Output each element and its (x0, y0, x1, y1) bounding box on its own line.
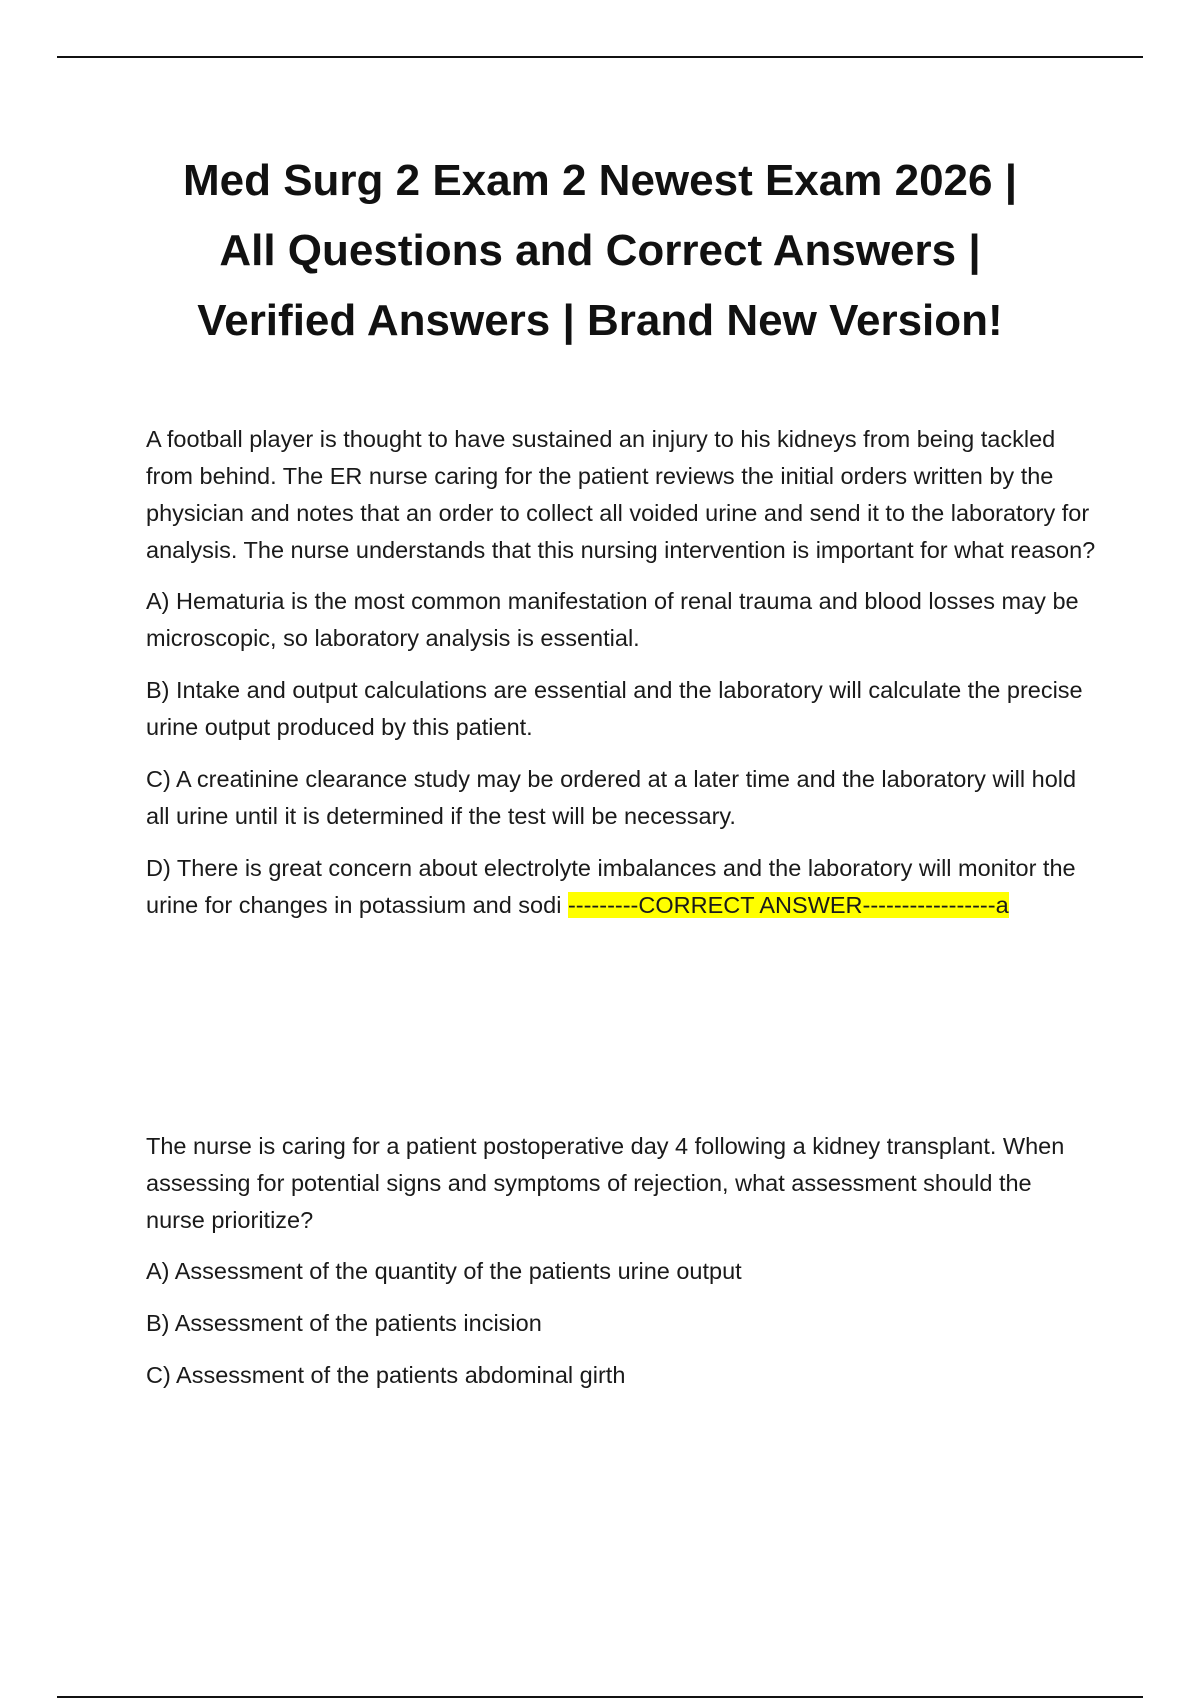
option-a: A) Hematuria is the most common manifestation of renal trauma and blood losses may be microscopic, so laboratory analysis is essential. (146, 588, 1079, 651)
option-b: B) Assessment of the patients incision (146, 1310, 542, 1336)
title-line-1: Med Surg 2 Exam 2 Newest Exam 2026 | (182, 156, 1018, 205)
option-a: A) Assessment of the quantity of the patients urine output (146, 1258, 742, 1284)
option-d (146, 850, 1096, 924)
question-block-2 (146, 1128, 1096, 1394)
bottom-divider (57, 1696, 1143, 1698)
title-line-3: Verified Answers | Brand New Version! (197, 296, 1003, 345)
option-d-text: D) There is great concern about electrolyte imbalances and the laboratory will monitor the urine for changes in potassium and sodi (146, 855, 1076, 918)
option-c: C) A creatinine clearance study may be ordered at a later time and the laboratory will hold all urine until it is determined if the test will be necessary. (146, 766, 1077, 829)
question-text: A football player is thought to have sustained an injury to his kidneys from being tackled from behind. The ER nurse caring for the patient reviews the initial orders written by the physician and notes that an order to collect all voided urine and send it to the laboratory for analysis. The nurse understands that this nursing intervention is important for what reason? (146, 426, 1096, 563)
title-line-2: All Questions and Correct Answers | (219, 226, 981, 275)
document-title (120, 146, 1080, 356)
correct-answer-highlight: ---------CORRECT ANSWER-----------------a (567, 892, 1009, 918)
question-block-1 (146, 421, 1096, 924)
question-text: The nurse is caring for a patient postoperative day 4 following a kidney transplant. When assessing for potential signs and symptoms of rejection, what assessment should the nurse prioritize? (146, 1133, 1065, 1233)
option-b: B) Intake and output calculations are essential and the laboratory will calculate the precise urine output produced by this patient. (146, 677, 1083, 740)
option-c: C) Assessment of the patients abdominal girth (146, 1362, 626, 1388)
top-divider (57, 56, 1143, 58)
